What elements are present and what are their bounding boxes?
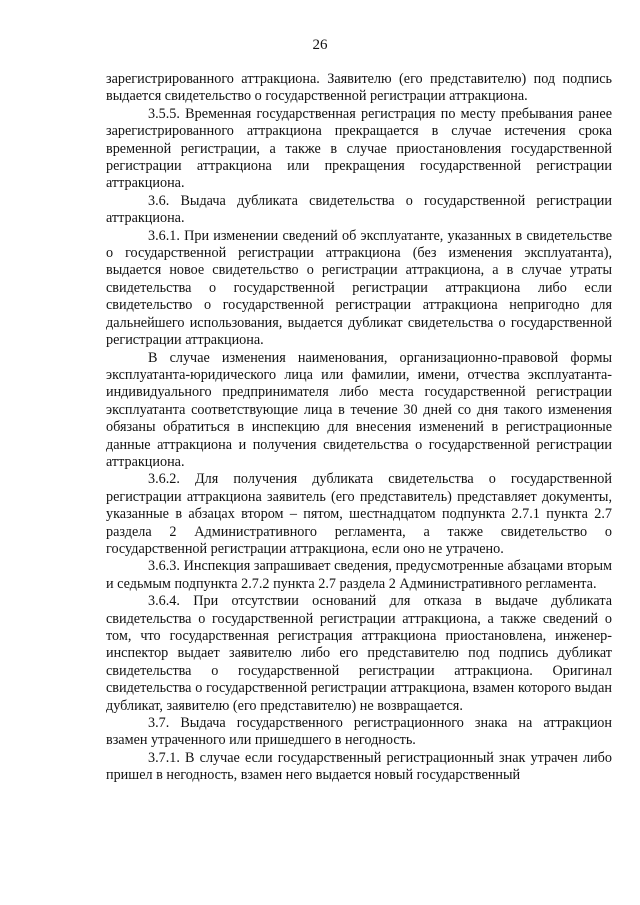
paragraph-name-change: В случае изменения наименования, организационно-правовой формы эксплуатанта-юридического лица или фамилии, имени, отчества эксплуатанта-индивидуального предпринимателя либо места государственной регистрации эксплуатанта соответствующие лица в течение 30 дней со дня такого изменения обязаны обратиться в инспекцию для внесения изменений в регистрационные данные аттракциона и получения свидетельства о государственной регистрации аттракциона. bbox=[106, 349, 612, 470]
paragraph-continuation: зарегистрированного аттракциона. Заявителю (его представителю) под подпись выдается свидетельство о государственной регистрации аттракциона. bbox=[106, 71, 612, 105]
section-heading-3-7: 3.7. Выдача государственного регистрационного знака на аттракцион взамен утраченного или пришедшего в негодность. bbox=[106, 715, 612, 749]
page-number: 26 bbox=[312, 37, 328, 53]
paragraph-3-6-3: 3.6.3. Инспекция запрашивает сведения, предусмотренные абзацами вторым и седьмым подпункта 2.7.2 пункта 2.7 раздела 2 Административного регламента. bbox=[106, 558, 612, 592]
paragraph-3-7-1: 3.7.1. В случае если государственный регистрационный знак утрачен либо пришел в негодность, взамен него выдается новый государственный bbox=[106, 749, 612, 784]
section-heading-3-6: 3.6. Выдача дубликата свидетельства о государственной регистрации аттракциона. bbox=[106, 192, 612, 227]
document-body bbox=[106, 71, 612, 785]
paragraph-3-5-5: 3.5.5. Временная государственная регистрация по месту пребывания ранее зарегистрированного аттракциона прекращается в случае истечения срока временной регистрации, а также в случае приостановления государственной регистрации аттракциона или прекращения государственной регистрации аттракциона. bbox=[106, 105, 612, 192]
paragraph-3-6-4: 3.6.4. При отсутствии оснований для отказа в выдаче дубликата свидетельства о государственной регистрации аттракциона, а также сведений о том, что государственная регистрация аттракциона приостановлена, инженер-инспектор выдает заявителю либо его представителю под подпись дубликат свидетельства о государственной регистрации аттракциона. Оригинал свидетельства о государственной регистрации аттракциона, взамен которого выдан дубликат, заявителю (его представителю) не возвращается. bbox=[106, 593, 612, 714]
paragraph-3-6-1: 3.6.1. При изменении сведений об эксплуатанте, указанных в свидетельстве о государственной регистрации аттракциона (без изменения эксплуатанта), выдается новое свидетельство о регистрации аттракциона, а в случае утраты свидетельства о государственной регистрации аттракциона либо если свидетельство о государственной регистрации аттракциона непригодно для дальнейшего использования, выдается дубликат свидетельства о государственной регистрации аттракциона. bbox=[106, 227, 612, 349]
paragraph-3-6-2: 3.6.2. Для получения дубликата свидетельства о государственной регистрации аттракциона заявитель (его представитель) представляет документы, указанные в абзацах втором – пятом, шестнадцатом подпункта 2.7.1 пункта 2.7 раздела 2 Административного регламента, а также свидетельство о государственной регистрации аттракциона, если оно не утрачено. bbox=[106, 471, 612, 557]
